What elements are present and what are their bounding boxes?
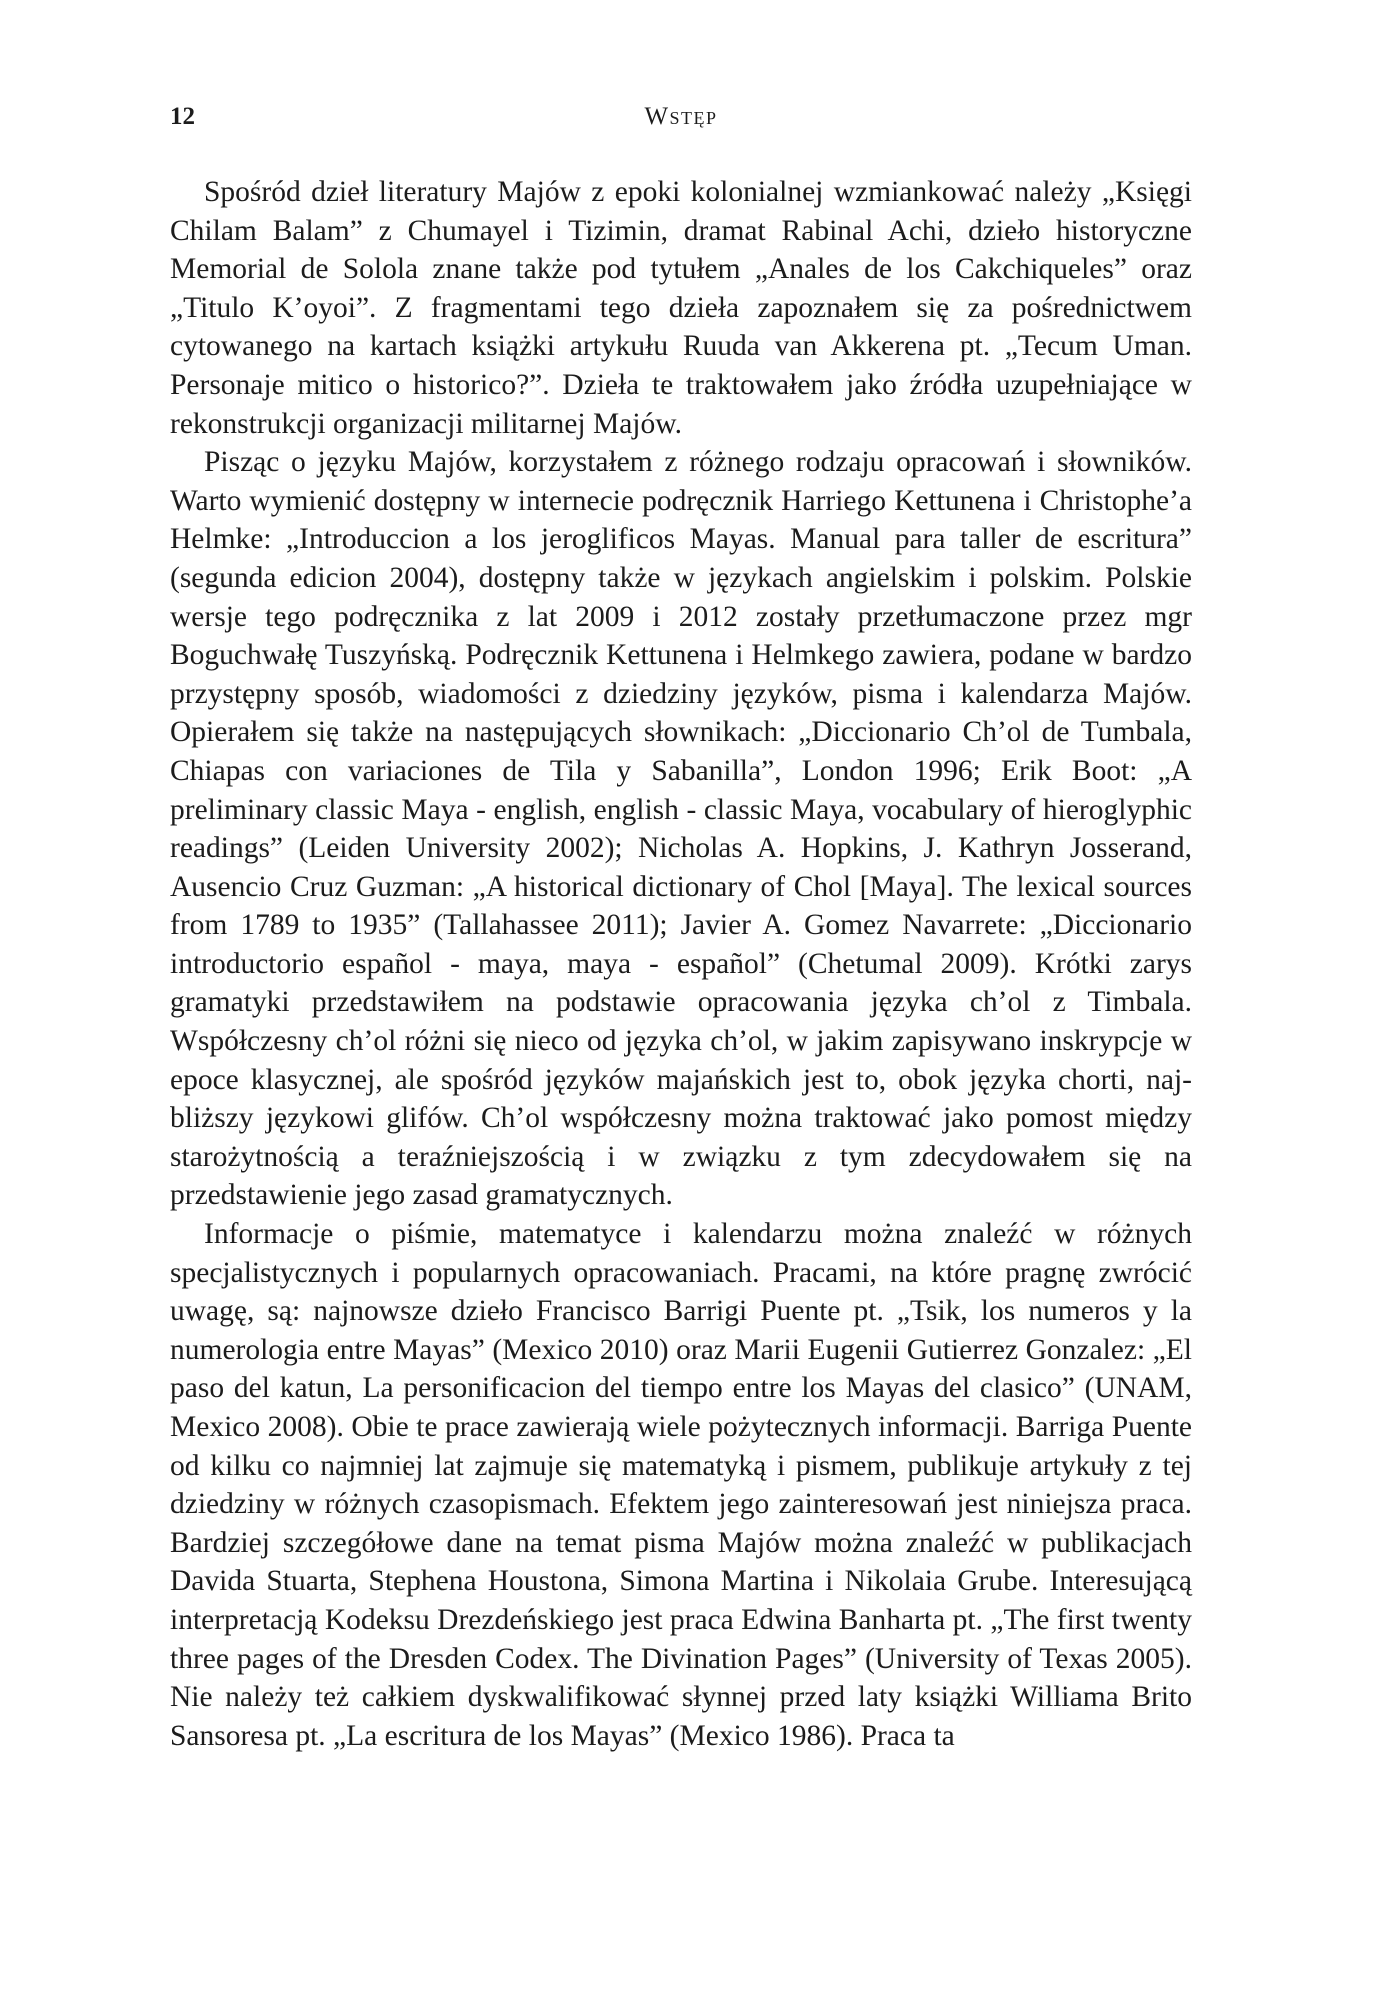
page-number: 12	[170, 103, 195, 130]
body-text	[170, 173, 1192, 1755]
paragraph: Spośród dzieł literatury Majów z epoki kolonialnej wzmiankować należy „Księgi Chilam Balam” z Chumayel i Tizimin, dramat Rabinal Achi, dzieło historyczne Memorial de Solola znane także pod tytułem „Anales de los Cakchiqueles” oraz „Titulo K’oyoi”. Z fragmentami tego dzieła zapoznałem się za pośrednictwem cytowanego na kartach książki artykułu Ruuda van Akkerena pt. „Tecum Uman. Personaje mitico o historico?”. Dzieła te traktowałem jako źródła uzupełniające w rekonstrukcji organizacji militarnej Majów.	[170, 176, 1192, 440]
running-head	[170, 100, 1192, 134]
running-title: Wstęp	[644, 103, 718, 130]
paragraph: Pisząc o języku Majów, korzystałem z różnego rodzaju opracowań i słowników. Warto wymienić dostępny w internecie podręcznik Harriego Kettunena i Christophe’a Helmke: „Introduccion a los jeroglificos Mayas. Manual para taller de escritura” (segunda edicion 2004), dostępny także w językach angielskim i polskim. Polskie wersje tego podręcznika z lat 2009 i 2012 zostały przetłumaczone przez mgr Boguchwałę Tuszyńską. Podręcznik Kettunena i Helmkego zawiera, podane w bardzo przystępny sposób, wiadomości z dziedziny języków, pisma i kalendarza Majów. Opierałem się także na następujących słownikach: „Diccionario Ch’ol de Tumbala, Chiapas con variaciones de Tila y Sabanilla”, London 1996; Erik Boot: „A preliminary classic Maya - english, english - classic Maya, vocabulary of hieroglyphic readings” (Leiden University 2002); Nicholas A. Hopkins, J. Kathryn Josserand, Ausencio Cruz Guzman: „A historical dictionary of Chol [Maya]. The lexical sources from 1789 to 1935” (Tallahassee 2011); Javier A. Gomez Navarrete: „Diccionario introductorio español - maya, maya - español” (Chetumal 2009). Krótki zarys gramatyki przedstawiłem na podstawie opracowania języka ch’ol z Timbala. Współczesny ch’ol różni się nieco od języka ch’ol, w jakim zapisywano inskrypcje w epoce klasycznej, ale spośród języków majańskich jest to, obok języka chorti, najbliższy językowi glifów. Ch’ol współczesny można traktować jako pomost między starożytnością a teraźniejszością i w związku z tym zdecydowałem się na przedstawienie jego zasad gramatycznych.	[170, 446, 1192, 1212]
paragraph: Informacje o piśmie, matematyce i kalendarzu można znaleźć w różnych specjalistycznych i popularnych opracowaniach. Pracami, na które pragnę zwrócić uwagę, są: najnowsze dzieło Francisco Barrigi Puente pt. „Tsik, los numeros y la numerologia entre Mayas” (Mexico 2010) oraz Marii Eugenii Gutierrez Gonzalez: „El paso del katun, La personificacion del tiempo entre los Mayas del clasico” (UNAM, Mexico 2008). Obie te prace zawierają wiele pożytecznych informacji. Barriga Puente od kilku co najmniej lat zajmuje się matematyką i pismem, publikuje artykuły z tej dziedziny w różnych czasopismach. Efektem jego zainteresowań jest niniejsza praca. Bardziej szczegółowe dane na temat pisma Majów można znaleźć w publikacjach Davida Stuarta, Stephena Houstona, Simona Martina i Nikolaia Grube. Interesującą interpretacją Kodeksu Drezdeńskiego jest praca Edwina Banharta pt. „The first twenty three pages of the Dresden Codex. The Divination Pages” (University of Texas 2005). Nie należy też całkiem dyskwalifikować słynnej przed laty książki Williama Brito Sansoresa pt. „La escritura de los Mayas” (Mexico 1986). Praca ta	[170, 1218, 1192, 1752]
